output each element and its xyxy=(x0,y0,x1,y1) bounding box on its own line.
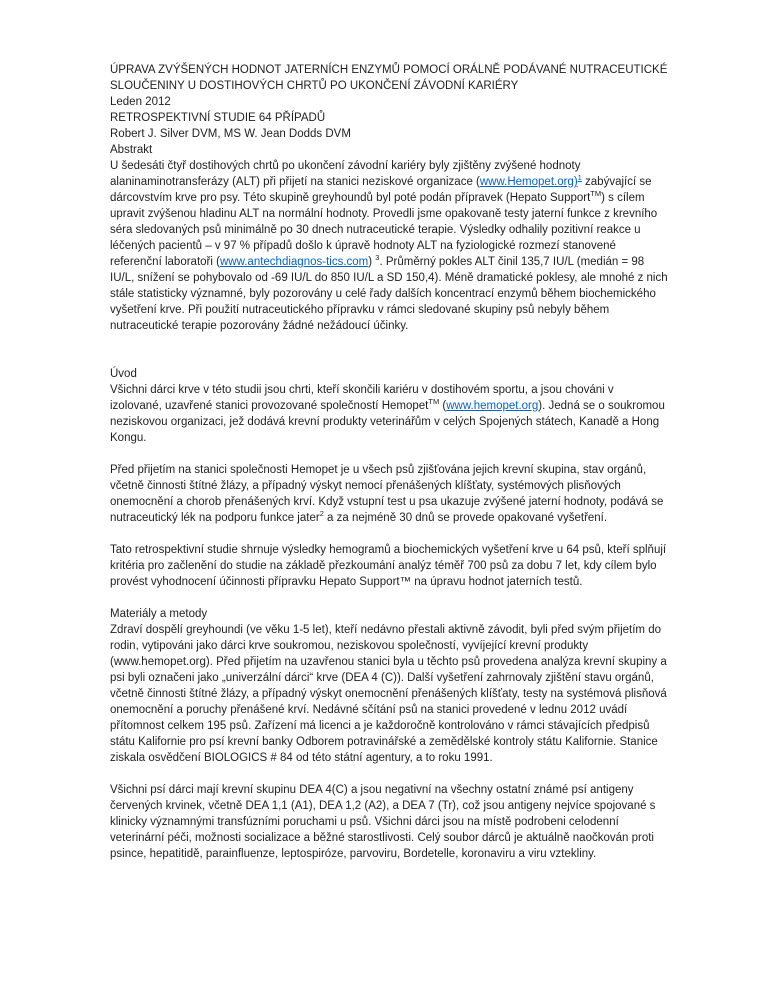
uvod-paragraph xyxy=(110,382,668,446)
darci-paragraph xyxy=(110,782,668,862)
authors-line xyxy=(110,126,668,142)
superscript: 2 xyxy=(319,509,324,519)
text-run: Tato retrospektivní studie shrnuje výsledky hemogramů a biochemických vyšetření krve u 64 psů, kteří splňují kritéria pro začlenění do studie na základě přezkoumání analýz téměř 700 psů za dobu 7 let, kdy cílem bylo provést vyhodnocení účinnosti přípravku Hepato Support™ na úpravu hodnot jaterních testů. xyxy=(110,544,667,588)
text-run: Leden 2012 xyxy=(110,96,171,108)
document-page xyxy=(110,62,668,862)
text-run: Abstrakt xyxy=(110,144,153,156)
superscript: 3 xyxy=(375,253,380,263)
pred-prijetim-paragraph xyxy=(110,462,668,526)
text-run: ). Jedná se o soukromou neziskovou organizaci, jež dodává krevní produkty veterinářům v celých Spojených státech, Kanadě a Hong Kongu. xyxy=(110,400,665,444)
text-run: ( xyxy=(439,400,447,412)
hyperlink[interactable]: www.Hemopet.org) xyxy=(479,176,578,188)
text-run: Robert J. Silver DVM, MS W. Jean Dodds DVM xyxy=(110,128,351,140)
text-run: Materiály a metody xyxy=(110,608,208,620)
superscript: TM xyxy=(590,189,602,199)
study-type-line xyxy=(110,110,668,126)
text-run: Před přijetím na stanici společnosti Hemopet je u všech psů zjišťována jejich krevní skupina, stav orgánů, včetně činnosti štítné žlázy, a případný výskyt nemocí přenášených klíšťaty, systémových plisňových onemocnění a chorob přenášených krví. Když vstupní test u psa ukazuje zvýšené jaterní hodnoty, podává se nutraceutický lék na podporu funkce jater xyxy=(110,464,664,524)
text-run: Zdraví dospělí greyhoundi (ve věku 1-5 let), kteří nedávno přestali aktivně závodit, byli před svým přijetím do rodin, vytipováni jako dárci krve soukromou, neziskovou společností, vyvíjející krevní produkty (www.hemopet.org). Před přijetím na uzavřenou stanici byla u těchto psů provedena analýza krevní skupiny a psi byli označeni jako „univerzální dárci“ krve (DEA 4 (C)). Další vyšetření zahrnovaly zjištění stavu orgánů, včetně činnosti štítné žlázy, a případný výskyt onemocnění přenášených klíšťaty, testy na systémová plisňová onemocnění a poruchy přenášené krví. Nedávné sčítání psů na stanici provedené v lednu 2012 uvádí přítomnost celkem 195 psů. Zařízení má licenci a je každoročně kontrolováno v rámci stávajících předpisů státu Kalifornie pro psí krevní banky Odborem potravinářské a zemědělské kontroly státu Kalifornie. Stanice ziskala osvědčení BIOLOGICS # 84 od této státní agentury, a to roku 1991. xyxy=(110,624,667,764)
hyperlink[interactable]: www.antechdiagnos-tics.com xyxy=(219,256,369,268)
superscript: TM xyxy=(428,397,440,407)
text-run: ÚPRAVA ZVÝŠENÝCH HODNOT JATERNÍCH ENZYMŮ POMOCÍ ORÁLNĚ PODÁVANÉ NUTRACEUTICKÉ SLOUČENINY U DOSTIHOVÝCH CHRTŮ PO UKONČENÍ ZÁVODNÍ KARIÉRY xyxy=(110,64,668,92)
date-line xyxy=(110,94,668,110)
text-run: ) xyxy=(368,256,376,268)
text-run: Úvod xyxy=(110,368,137,380)
section-heading-uvod xyxy=(110,366,668,382)
section-heading-materialy xyxy=(110,606,668,622)
text-run: RETROSPEKTIVNÍ STUDIE 64 PŘÍPADŮ xyxy=(110,112,326,124)
text-run: Všichni psí dárci mají krevní skupinu DEA 4(C) a jsou negativní na všechny ostatní známé psí antigeny červených krvinek, včetně DEA 1,1 (A1), DEA 1,2 (A2), a DEA 7 (Tr), což jsou antigeny nejvíce spojované s klinicky významnými transfúzními poruchami u psů. Všichni dárci jsou na místě podrobeni celodenní veterinární péči, možnosti socializace a běžné starostlivosti. Celý soubor dárců je aktuálně naočkován proti psince, hepatitidě, parainfluenze, leptospiróze, parvoviru, Bordetelle, koronaviru a viru vztekliny. xyxy=(110,784,656,860)
text-run: ) s cílem upravit zvýšenou hladinu ALT na normální hodnoty. Provedli jsme opakovaně testy jaterní funkce z krevního séra sledovaných psů minimálně po 30 dnech nutraceutické terapie. Výsledky odhalily pozitivní reakce u léčených pacientů – v 97 % případů došlo k úpravě hodnoty ALT na fyziologické rozmezí stanovené referenční laboratoři ( xyxy=(110,192,658,268)
text-run: . Průměrný pokles ALT činil 135,7 IU/L (medián = 98 IU/L, snížení se pohybovalo od -69 IU/L do 850 IU/L a SD 150,4). Méně dramatické poklesy, ale mnohé z nich stále statisticky významné, byly pozorovány u celé řady dalších koncentrací enzymů během biochemického vyšetření krve. Při použití nutraceutického přípravku v rámci sledované skupiny psů nebyly během nutraceutické terapie pozorovány žádné nežádoucí účinky. xyxy=(110,256,668,332)
hyperlink[interactable]: www.hemopet.org xyxy=(446,400,539,412)
retrospektivni-paragraph xyxy=(110,542,668,590)
reference-superscript-link[interactable]: 1 xyxy=(577,173,582,183)
materialy-paragraph xyxy=(110,622,668,766)
text-run: zabývající se dárcovstvím krve pro psy. Této skupině greyhoundů byl poté podán přípravek (Hepato Support xyxy=(110,176,652,204)
text-run: a za nejméně 30 dnů se provede opakované vyšetření. xyxy=(323,512,608,524)
text-run: U šedesáti čtyř dostihových chrtů po ukončení závodní kariéry byly zjištěny zvýšené hodnoty alaninaminotransferázy (ALT) při přijetí na stanici neziskové organizace ( xyxy=(110,160,581,188)
text-run: Všichni dárci krve v této studii jsou chrti, kteří skončili kariéru v dostihovém sportu, a jsou chováni v izolované, uzavřené stanici provozované společností Hemopet xyxy=(110,384,614,412)
section-heading-abstrakt xyxy=(110,142,668,158)
document-title xyxy=(110,62,668,94)
abstract-paragraph xyxy=(110,158,668,334)
